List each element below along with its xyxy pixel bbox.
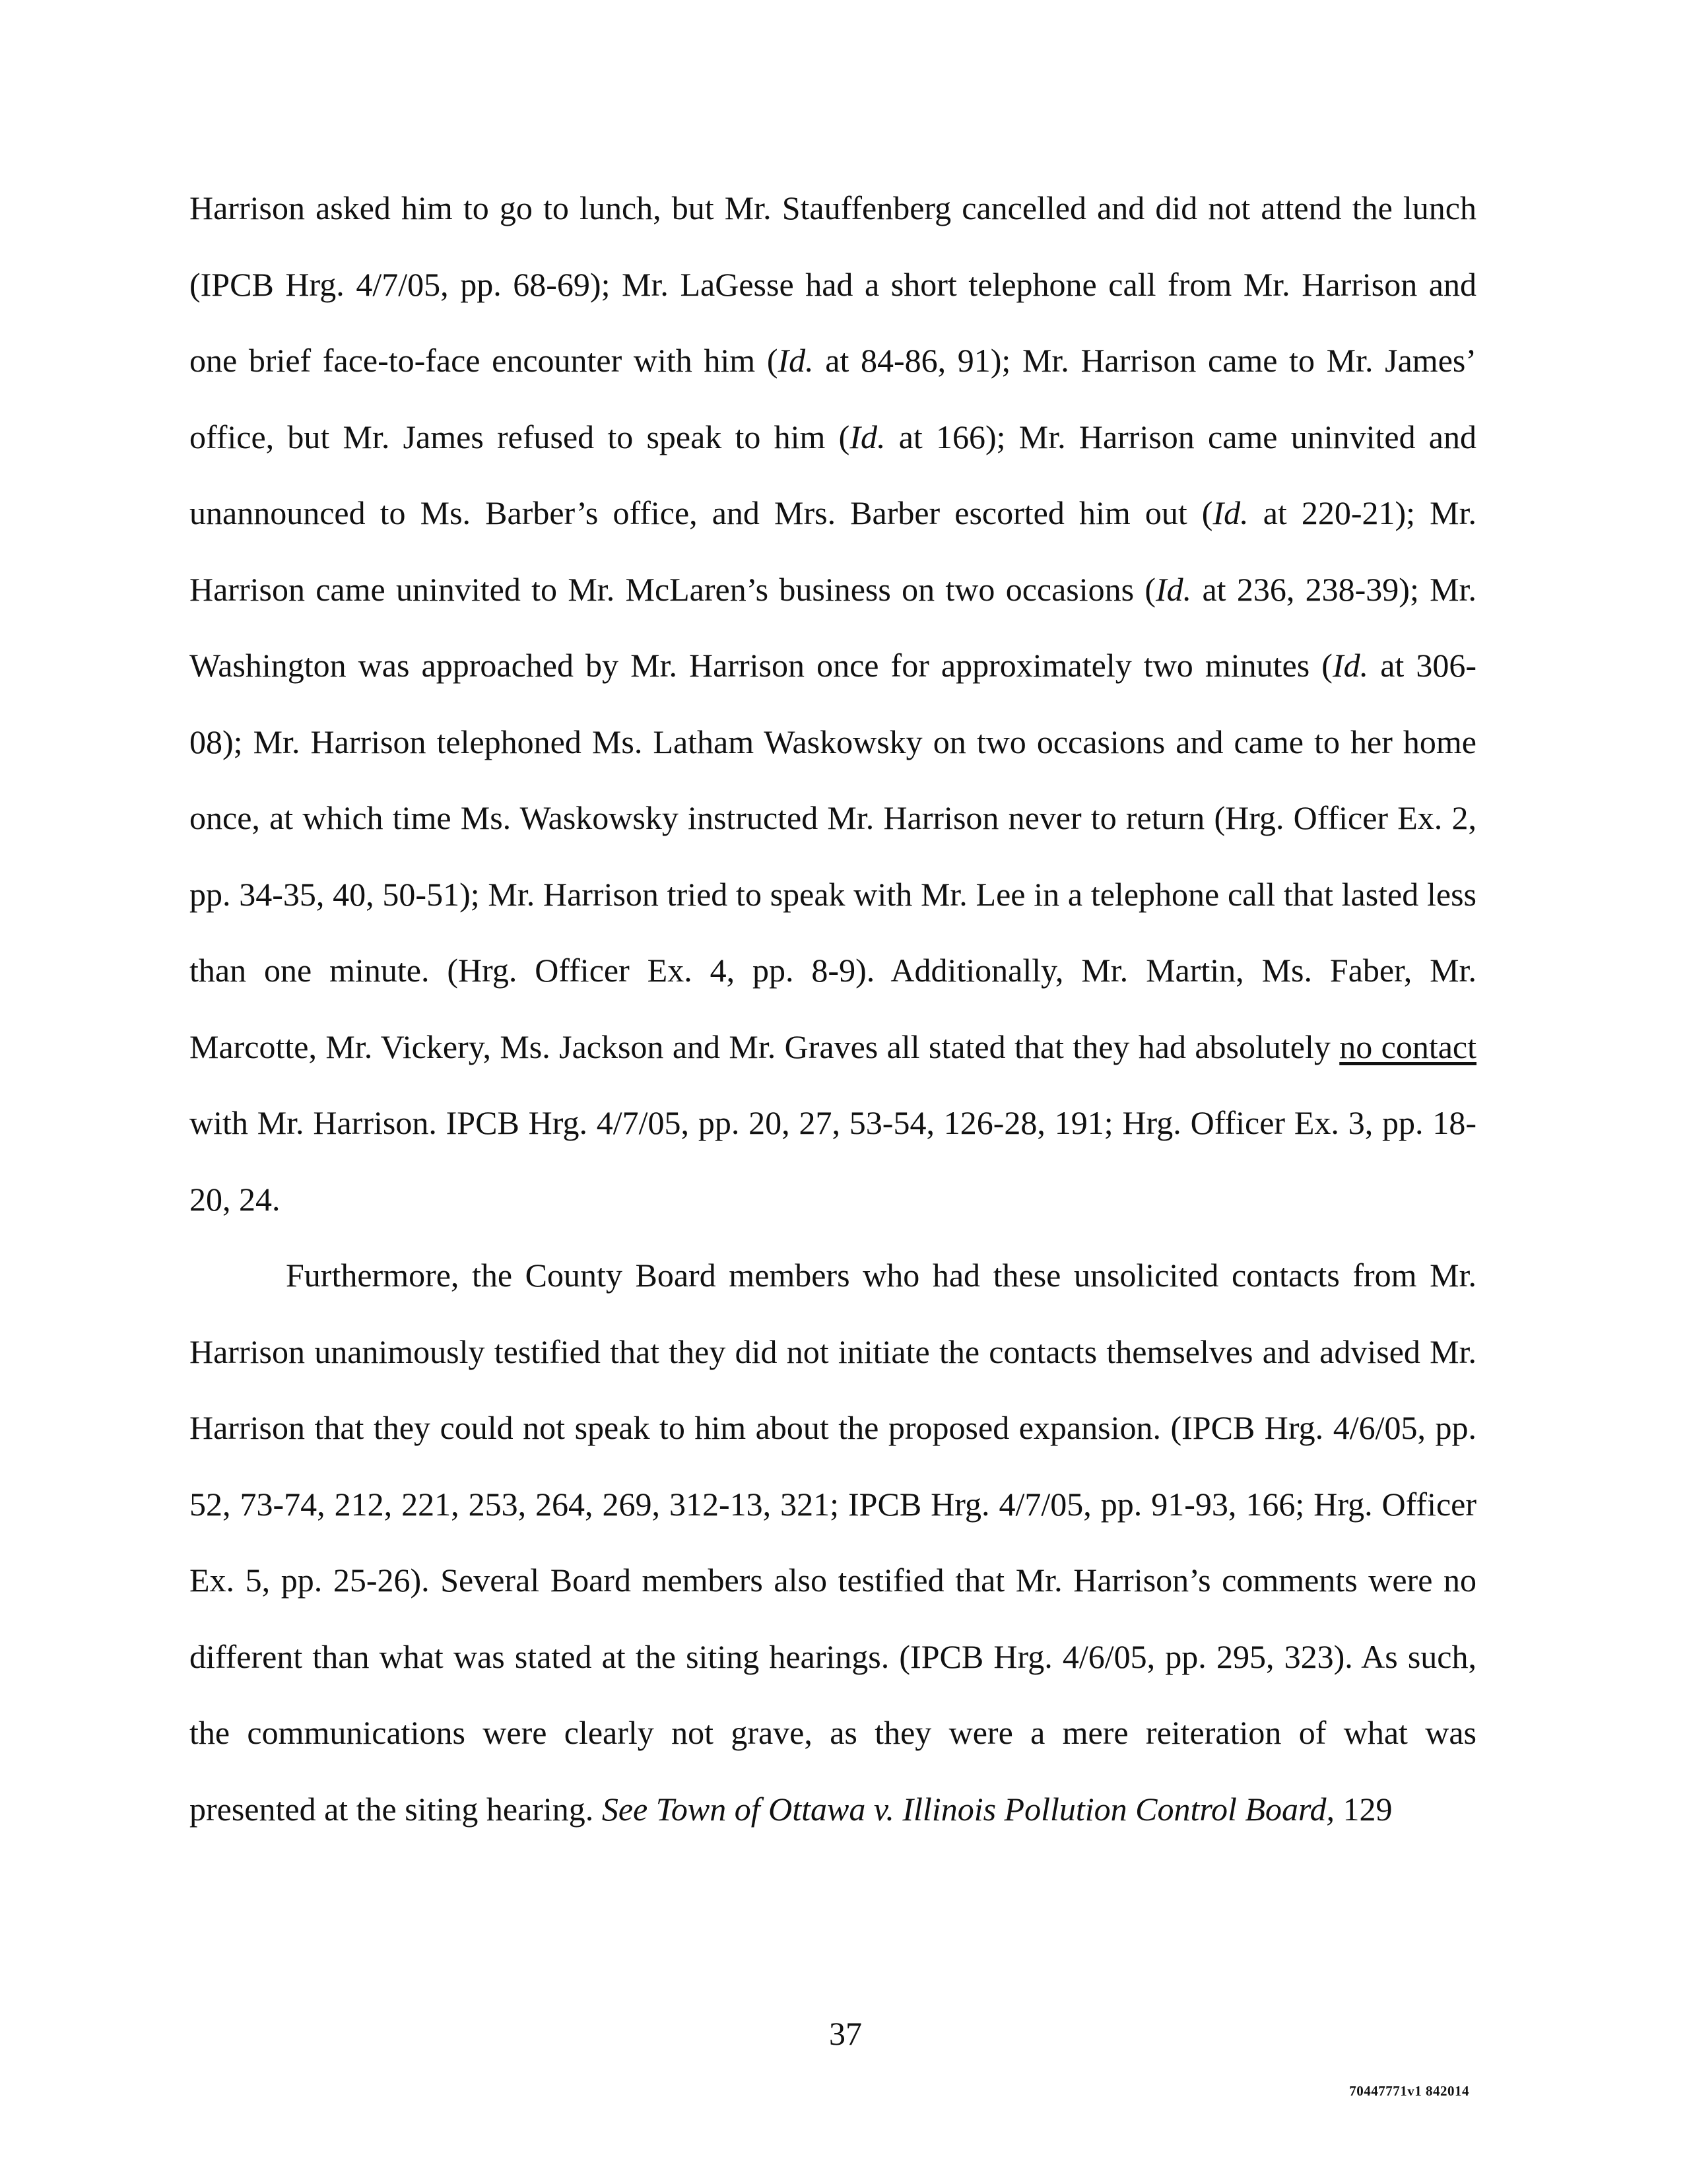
text-run: 129 (1335, 1790, 1393, 1828)
text-run: Furthermore, the County Board members who had these unsolicited contacts from Mr. Harrison unanimously testified that they did not initiate the contacts themselves and advised Mr. Harrison that they could not speak to him about the proposed expansion. (IPCB Hrg. 4/6/05, pp. 52, 73-74, 212, 221, 253, 264, 269, 312-13, 321; IPCB Hrg. 4/7/05, pp. 91-93, 166; Hrg. Officer Ex. 5, pp. 25-26). Several Board members also testified that Mr. Harrison’s comments were no different than what was stated at the siting hearings. (IPCB Hrg. 4/6/05, pp. 295, 323). As such, the communications were clearly not grave, as they were a mere reiteration of what was presented at the siting hearing. (189, 1257, 1476, 1828)
document-id: 70447771v1 842014 (1349, 2083, 1469, 2099)
citation-id: Id. (1212, 494, 1249, 531)
paragraph-1 (189, 170, 1476, 1238)
text-run: at 166); Mr. Harrison came uninvited and unannounced to Ms. Barber’s office, and Mrs. Barber escorted him out ( (189, 418, 1476, 531)
text-run: at 306-08); Mr. Harrison telephoned Ms. Latham Waskowsky on two occasions and came to her home once, at which time Ms. Waskowsky instructed Mr. Harrison never to return (Hrg. Officer Ex. 2, pp. 34-35, 40, 50-51); Mr. Harrison tried to speak with Mr. Lee in a telephone call that lasted less than one minute. (Hrg. Officer Ex. 4, pp. 8-9). Additionally, Mr. Martin, Ms. Faber, Mr. Marcotte, Mr. Vickery, Ms. Jackson and Mr. Graves all stated that they had absolutely (189, 647, 1477, 1065)
text-run: at 220-21); Mr. Harrison came uninvited to Mr. McLaren’s business on two occasions ( (189, 494, 1476, 608)
text-run: at 236, 238-39); Mr. Washington was approached by Mr. Harrison once for approximately two minutes ( (189, 570, 1476, 684)
page-number: 37 (829, 2015, 862, 2052)
paragraph-2 (189, 1238, 1476, 1847)
emphasis-underline: no contact (1339, 1028, 1476, 1065)
text-run: with Mr. Harrison. IPCB Hrg. 4/7/05, pp. 20, 27, 53-54, 126-28, 191; Hrg. Officer Ex. 3, pp. 18-20, 24. (189, 1104, 1476, 1218)
body-text (189, 170, 1476, 1847)
citation-id: Id. (1156, 570, 1192, 608)
case-citation: See Town of Ottawa v. Illinois Pollution Control Board, (601, 1790, 1335, 1828)
citation-id: Id. (849, 418, 886, 455)
citation-id: Id. (1332, 647, 1369, 684)
text-run: Harrison asked him to go to lunch, but Mr. Stauffenberg cancelled and did not attend the lunch (IPCB Hrg. 4/7/05, pp. 68-69); Mr. LaGesse had a short telephone call from Mr. Harrison and one brief face-to-face encounter with him ( (189, 189, 1476, 379)
citation-id: Id. (778, 342, 814, 379)
text-run: at 84-86, 91); Mr. Harrison came to Mr. James’ office, but Mr. James refused to speak to him ( (189, 342, 1476, 455)
